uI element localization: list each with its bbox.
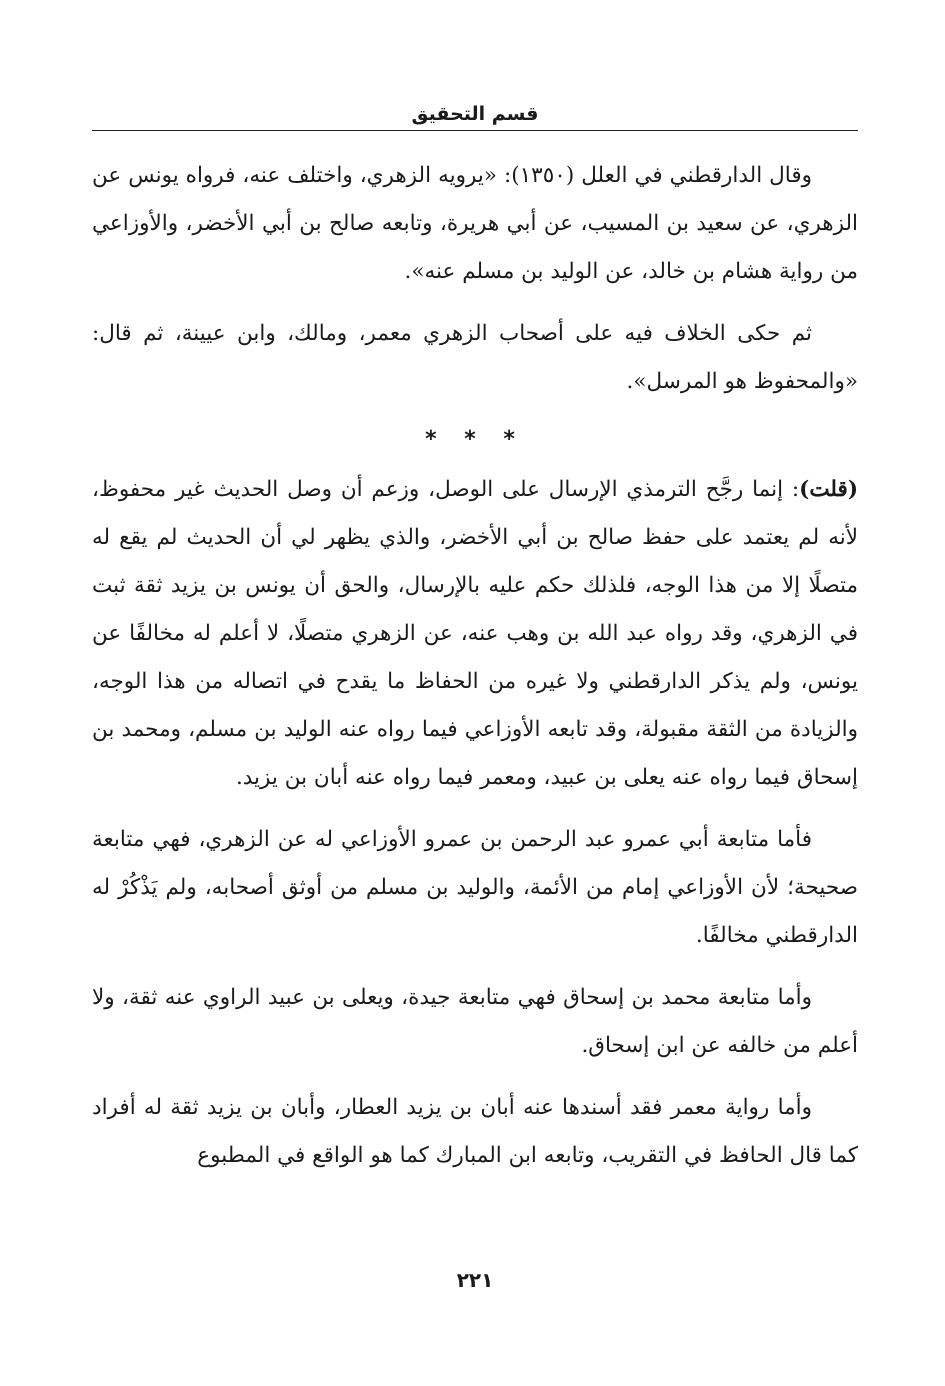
header-rule	[92, 130, 858, 131]
paragraph-qult	[92, 466, 858, 802]
paragraph-khilaf: ثم حكى الخلاف فيه على أصحاب الزهري معمر، ومالك، وابن عيينة، ثم قال: «والمحفوظ هو المرسل».	[92, 321, 858, 394]
qult-text: : إنما رجَّح الترمذي الإرسال على الوصل، وزعم أن وصل الحديث غير محفوظ، لأنه لم يعتمد على حفظ صالح بن أبي الأخضر، والذي يظهر لي أن الحديث لم يقع له متصلًا إلا من هذا الوجه، فلذلك حكم عليه بالإرسال، والحق أن يونس بن يزيد ثقة ثبت في الزهري، وقد رواه عبد الله بن وهب عنه، عن الزهري متصلًا، لا أعلم له مخالفًا عن يونس، ولم يذكر الدارقطني ولا غيره من الحفاظ ما يقدح في اتصاله من هذا الوجه، والزيادة من الثقة مقبولة، وقد تابعه الأوزاعي فيما رواه عنه الوليد بن مسلم، ومحمد بن إسحاق فيما رواه عنه يعلى بن عبيد، ومعمر فيما رواه عنه أبان بن يزيد.	[92, 477, 858, 790]
paragraph-ibn-ishaq: وأما متابعة محمد بن إسحاق فهي متابعة جيدة، ويعلى بن عبيد الراوي عنه ثقة، ولا أعلم من خالفه عن ابن إسحاق.	[92, 985, 858, 1058]
paragraph-daraqutni-quote: وقال الدارقطني في العلل (١٣٥٠): «يرويه الزهري، واختلف عنه، فرواه يونس عن الزهري، عن سعيد بن المسيب، عن أبي هريرة، وتابعه صالح بن أبي الأخضر، والأوزاعي من رواية هشام بن خالد، عن الوليد بن مسلم عنه».	[92, 163, 858, 284]
page-number: ٢٢١	[456, 1268, 494, 1292]
paragraph-mamar: وأما رواية معمر فقد أسندها عنه أبان بن يزيد العطار، وأبان بن يزيد ثقة له أفراد كما قال الحافظ في التقريب، وتابعه ابن المبارك كما هو الواقع في المطبوع	[92, 1095, 858, 1168]
paragraph-awzai: فأما متابعة أبي عمرو عبد الرحمن بن عمرو الأوزاعي له عن الزهري، فهي متابعة صحيحة؛ لأن الأوزاعي إمام من الأئمة، والوليد بن مسلم من أوثق أصحابه، ولم يَذْكُرْ له الدارقطني مخالفًا.	[92, 827, 858, 948]
qult-lead: (قلت)	[799, 477, 858, 502]
section-separator: * * *	[425, 427, 525, 452]
running-header: قسم التحقيق	[411, 103, 539, 125]
body-text	[92, 152, 858, 1194]
